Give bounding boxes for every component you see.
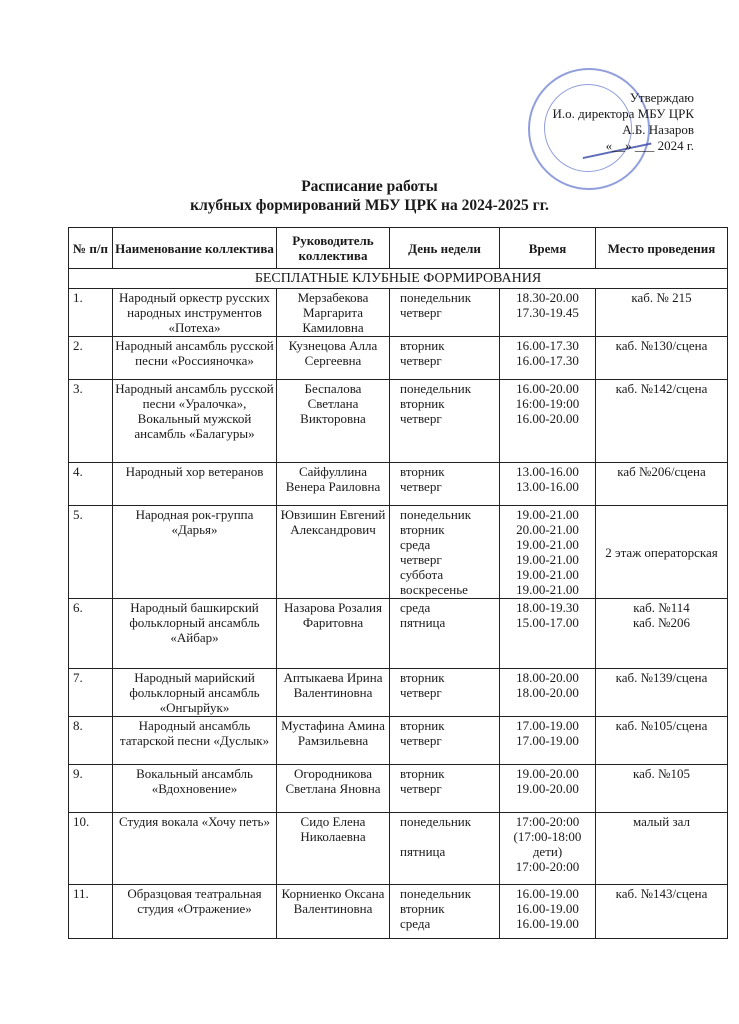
cell-leader: Беспалова Светлана Викторовна	[277, 380, 390, 463]
cell-num: 2.	[69, 337, 113, 380]
cell-days: понедельник вторник среда	[390, 885, 500, 939]
cell-time: 19.00-21.00 20.00-21.00 19.00-21.00 19.00-21.00 19.00-21.00 19.00-21.00	[500, 506, 596, 599]
cell-num: 11.	[69, 885, 113, 939]
cell-num: 4.	[69, 463, 113, 506]
schedule-table	[68, 227, 728, 939]
cell-time: 19.00-20.00 19.00-20.00	[500, 765, 596, 813]
cell-time: 16.00-17.30 16.00-17.30	[500, 337, 596, 380]
cell-place: каб. №105	[596, 765, 728, 813]
cell-name: Народный ансамбль русской песни «Уралочка», Вокальный мужской ансамбль «Балагуры»	[113, 380, 277, 463]
table-row	[69, 506, 728, 599]
cell-place: каб. №143/сцена	[596, 885, 728, 939]
table-row	[69, 813, 728, 885]
cell-name: Вокальный ансамбль «Вдохновение»	[113, 765, 277, 813]
header-leader: Руководитель коллектива	[277, 228, 390, 269]
approval-line-1: Утверждаю	[629, 90, 694, 105]
cell-time: 13.00-16.00 13.00-16.00	[500, 463, 596, 506]
cell-time: 18.00-20.00 18.00-20.00	[500, 669, 596, 717]
table-row	[69, 463, 728, 506]
cell-days: вторник четверг	[390, 717, 500, 765]
cell-name: Народный башкирский фольклорный ансамбль «Айбар»	[113, 599, 277, 669]
document-title: Расписание работы	[301, 178, 438, 195]
cell-name: Народный ансамбль татарской песни «Дуслык»	[113, 717, 277, 765]
cell-days: понедельник четверг	[390, 289, 500, 337]
table-row	[69, 885, 728, 939]
cell-leader: Сидо Елена Николаевна	[277, 813, 390, 885]
cell-time: 18.00-19.30 15.00-17.00	[500, 599, 596, 669]
cell-time: 16.00-20.00 16:00-19:00 16.00-20.00	[500, 380, 596, 463]
cell-leader: Корниенко Оксана Валентиновна	[277, 885, 390, 939]
cell-leader: Сайфуллина Венера Раиловна	[277, 463, 390, 506]
cell-num: 5.	[69, 506, 113, 599]
cell-name: Народный марийский фольклорный ансамбль «Онгырйук»	[113, 669, 277, 717]
cell-place: каб №206/сцена	[596, 463, 728, 506]
header-num: № п/п	[69, 228, 113, 269]
cell-place: каб. №130/сцена	[596, 337, 728, 380]
cell-name: Народный ансамбль русской песни «Россияночка»	[113, 337, 277, 380]
cell-place: малый зал	[596, 813, 728, 885]
cell-days: понедельник вторник четверг	[390, 380, 500, 463]
table-row	[69, 669, 728, 717]
cell-name: Студия вокала «Хочу петь»	[113, 813, 277, 885]
cell-leader: Мустафина Амина Рамзильевна	[277, 717, 390, 765]
cell-num: 7.	[69, 669, 113, 717]
section-row	[69, 269, 728, 289]
cell-num: 9.	[69, 765, 113, 813]
table-row	[69, 765, 728, 813]
header-name: Наименование коллектива	[113, 228, 277, 269]
header-day: День недели	[390, 228, 500, 269]
cell-place: 2 этаж операторская	[596, 506, 728, 599]
cell-days: вторник четверг	[390, 765, 500, 813]
cell-leader: Аптыкаева Ирина Валентиновна	[277, 669, 390, 717]
table-row	[69, 599, 728, 669]
cell-name: Образцовая театральная студия «Отражение»	[113, 885, 277, 939]
approval-line-3: А.Б. Назаров	[622, 122, 694, 137]
cell-leader: Ювзишин Евгений Александрович	[277, 506, 390, 599]
header-time: Время	[500, 228, 596, 269]
table-row	[69, 717, 728, 765]
cell-num: 8.	[69, 717, 113, 765]
cell-time: 18.30-20.00 17.30-19.45	[500, 289, 596, 337]
document-subtitle: клубных формирований МБУ ЦРК на 2024-2025 гг.	[190, 197, 549, 214]
table-row	[69, 337, 728, 380]
cell-num: 6.	[69, 599, 113, 669]
cell-num: 10.	[69, 813, 113, 885]
cell-name: Народная рок-группа «Дарья»	[113, 506, 277, 599]
cell-days: вторник четверг	[390, 463, 500, 506]
cell-place: каб. №105/сцена	[596, 717, 728, 765]
approval-line-4: «__» ___ 2024 г.	[605, 138, 694, 153]
header-place: Место проведения	[596, 228, 728, 269]
cell-place: каб. №139/сцена	[596, 669, 728, 717]
cell-num: 1.	[69, 289, 113, 337]
cell-days: понедельник пятница	[390, 813, 500, 885]
cell-leader: Огородникова Светлана Яновна	[277, 765, 390, 813]
table-header-row	[69, 228, 728, 269]
approval-line-2: И.о. директора МБУ ЦРК	[552, 106, 694, 121]
cell-days: вторник четверг	[390, 669, 500, 717]
cell-place: каб. №114 каб. №206	[596, 599, 728, 669]
table-row	[69, 380, 728, 463]
cell-leader: Назарова Розалия Фаритовна	[277, 599, 390, 669]
cell-leader: Кузнецова Алла Сергеевна	[277, 337, 390, 380]
cell-name: Народный оркестр русских народных инструментов «Потеха»	[113, 289, 277, 337]
approval-block	[553, 90, 694, 154]
cell-time: 17.00-19.00 17.00-19.00	[500, 717, 596, 765]
section-title: БЕСПЛАТНЫЕ КЛУБНЫЕ ФОРМИРОВАНИЯ	[69, 269, 728, 289]
cell-num: 3.	[69, 380, 113, 463]
cell-place: каб. №142/сцена	[596, 380, 728, 463]
cell-name: Народный хор ветеранов	[113, 463, 277, 506]
cell-time: 17:00-20:00 (17:00-18:00 дети) 17:00-20:00	[500, 813, 596, 885]
cell-leader: Мерзабекова Маргарита Камиловна	[277, 289, 390, 337]
cell-days: среда пятница	[390, 599, 500, 669]
cell-days: вторник четверг	[390, 337, 500, 380]
cell-time: 16.00-19.00 16.00-19.00 16.00-19.00	[500, 885, 596, 939]
table-row	[69, 289, 728, 337]
cell-place: каб. № 215	[596, 289, 728, 337]
cell-days: понедельник вторник среда четверг суббота воскресенье	[390, 506, 500, 599]
